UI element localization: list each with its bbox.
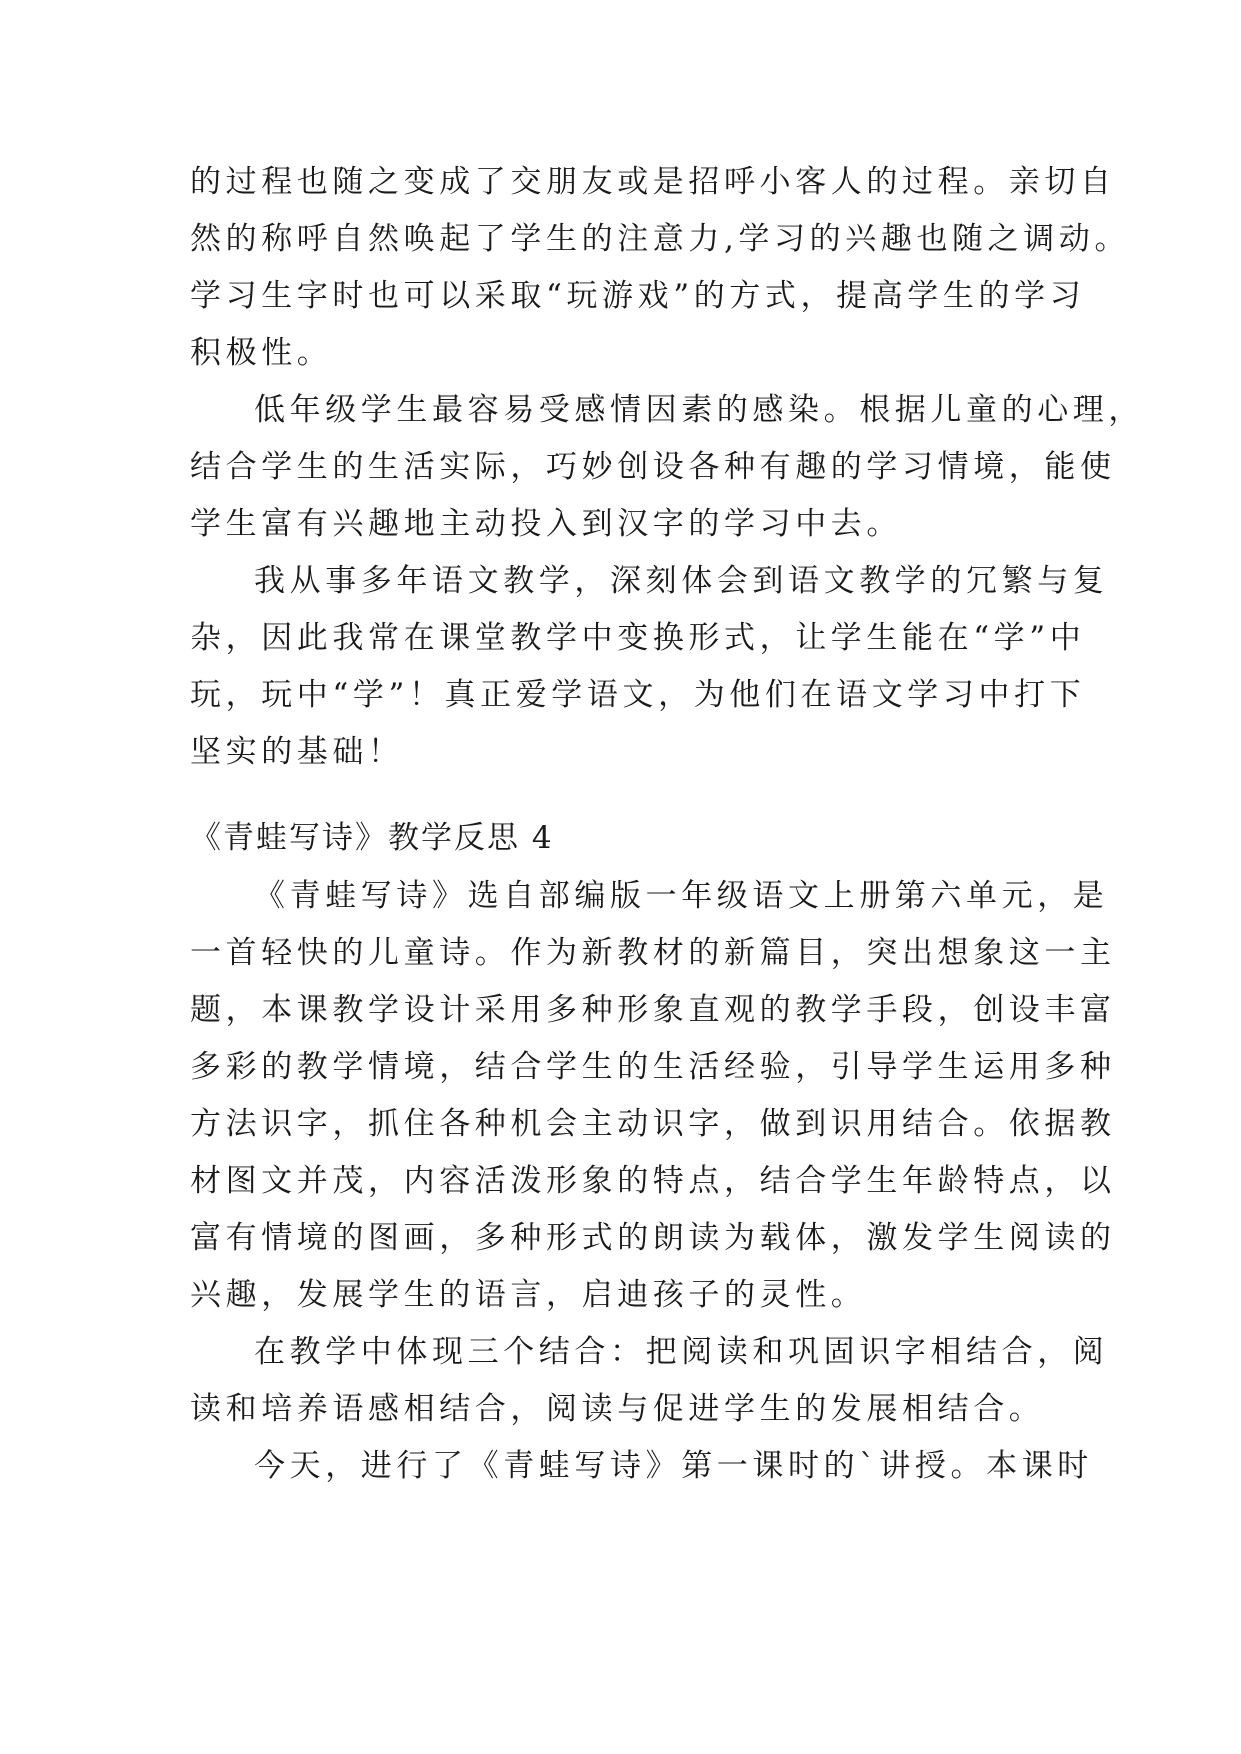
section-paragraph-1-line-8: 兴趣，发展学生的语言，启迪孩子的灵性。	[190, 1277, 867, 1313]
paragraph-1-line-3: 学习生字时也可以采取“玩游戏”的方式，提高学生的学习	[190, 278, 1086, 314]
section-paragraph-1-line-7: 富有情境的图画，多种形式的朗读为载体，激发学生阅读的	[190, 1220, 1116, 1256]
paragraph-1-line-1: 的过程也随之变成了交朋友或是招呼小客人的过程。亲切自	[190, 164, 1116, 200]
section-paragraph-2-line-1: 在教学中体现三个结合：把阅读和巩固识字相结合，阅	[254, 1334, 1109, 1370]
paragraph-1-line-2: 然的称呼自然唤起了学生的注意力,学习的兴趣也随之调动。	[190, 221, 1131, 257]
paragraph-3-line-1: 我从事多年语文教学，深刻体会到语文教学的冗繁与复	[254, 563, 1109, 599]
paragraph-2-line-3: 学生富有兴趣地主动投入到汉字的学习中去。	[190, 506, 902, 542]
section-paragraph-1-line-1: 《青蛙写诗》选自部编版一年级语文上册第六单元，是	[254, 878, 1109, 914]
section-paragraph-3-line-1: 今天，进行了《青蛙写诗》第一课时的`讲授。本课时	[254, 1448, 1093, 1484]
paragraph-3-line-2: 杂，因此我常在课堂教学中变换形式，让学生能在“学”中	[190, 620, 1086, 656]
section-paragraph-1-line-5: 方法识字，抓住各种机会主动识字，做到识用结合。依据教	[190, 1106, 1116, 1142]
paragraph-2-line-1: 低年级学生最容易受感情因素的感染。根据儿童的心理，	[254, 392, 1144, 428]
section-paragraph-1-line-4: 多彩的教学情境，结合学生的生活经验，引导学生运用多种	[190, 1049, 1116, 1085]
section-paragraph-1-line-2: 一首轻快的儿童诗。作为新教材的新篇目，突出想象这一主	[190, 935, 1116, 971]
paragraph-1-line-4: 积极性。	[190, 335, 333, 371]
section-paragraph-1-line-3: 题，本课教学设计采用多种形象直观的教学手段，创设丰富	[190, 992, 1116, 1028]
section-paragraph-1-line-6: 材图文并茂，内容活泼形象的特点，结合学生年龄特点，以	[190, 1163, 1116, 1199]
section-paragraph-2-line-2: 读和培养语感相结合，阅读与促进学生的发展相结合。	[190, 1391, 1045, 1427]
paragraph-3-line-3: 玩，玩中“学”！真正爱学语文，为他们在语文学习中打下	[190, 677, 1086, 713]
paragraph-3-line-4: 坚实的基础！	[190, 734, 404, 770]
paragraph-2-line-2: 结合学生的生活实际，巧妙创设各种有趣的学习情境，能使	[190, 449, 1116, 485]
section-title: 《青蛙写诗》教学反思 4	[190, 820, 554, 856]
